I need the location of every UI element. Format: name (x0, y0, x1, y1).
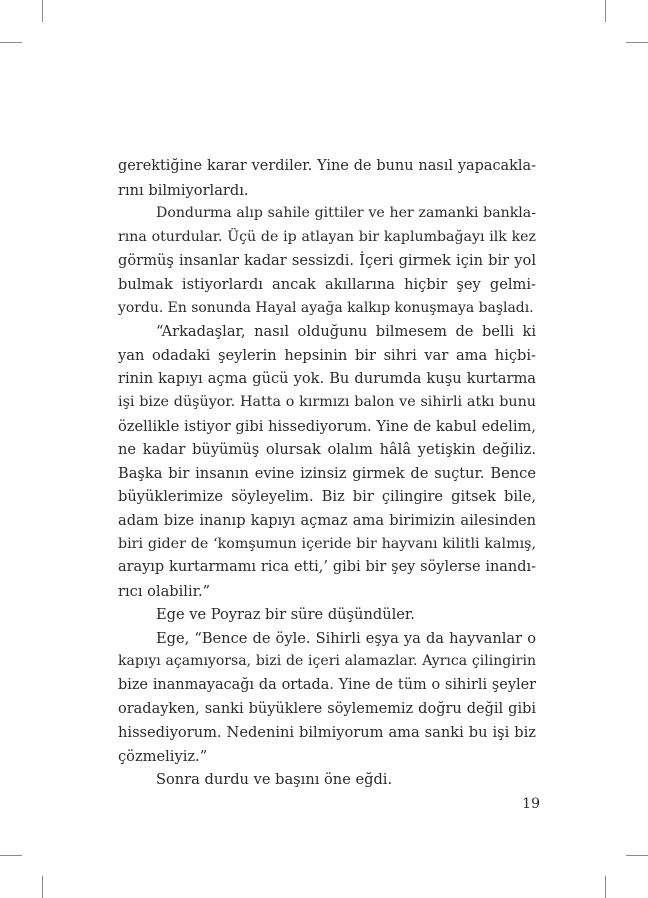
text-line: rıcı olabilir.” (118, 582, 211, 600)
text-line: Dondurma alıp sahile gittiler ve her zamanki bankla- (156, 205, 536, 222)
text-line: adam bize inanıp kapıyı açmaz ama birimizin ailesinden (118, 511, 536, 529)
text-line: işi bize düşüyor. Hatta o kırmızı balon ve sihirli atkı bunu (118, 393, 536, 410)
text-line: görmüş insanlar kadar sessizdi. İçeri girmek için bir yol (118, 252, 536, 270)
text-line: kapıyı açamıyorsa, bizi de içeri alamazlar. Ayrıca çilingirin (118, 653, 536, 670)
text-line: “Arkadaşlar, nasıl olduğunu bilmesem de belli ki (156, 323, 536, 341)
text-line: Başka bir insanın evine izinsiz girmek de suçtur. Bence (118, 464, 536, 482)
text-line: yan odadaki şeylerin hepsinin bir sihri var ama hiçbi- (118, 346, 536, 364)
text-line: çözmeliyiz.” (118, 747, 208, 765)
page-number: 19 (522, 796, 540, 812)
text-line: Ege ve Poyraz bir süre düşündüler. (156, 606, 415, 624)
text-line: rinin kapıyı açma gücü yok. Bu durumda kuşu kurtarma (118, 370, 536, 388)
text-line: arayıp kurtarmamı rica etti,’ gibi bir şey söylerse inandı- (118, 559, 536, 576)
text-line: hissediyorum. Nedenini bilmiyorum ama sanki bu işi biz (118, 724, 536, 742)
body-text (118, 155, 536, 792)
text-line: gerektiğine karar verdiler. Yine de bunu nasıl yapacakla- (118, 158, 536, 174)
crop-mark-bottom-left-vertical (42, 876, 43, 898)
text-line: bize inanmayacağı da ortada. Yine de tüm o sihirli şeyler (118, 677, 536, 694)
text-line: Ege, “Bence de öyle. Sihirli eşya ya da hayvanlar o (156, 629, 536, 647)
text-line: Sonra durdu ve başını öne eğdi. (156, 771, 393, 789)
crop-mark-bottom-right-vertical (605, 876, 606, 898)
text-line: rını bilmiyorlardı. (118, 181, 249, 199)
text-line: oradayken, sanki büyüklere söylememiz doğru değil gibi (118, 700, 536, 717)
text-line: bulmak istiyorlardı ancak akıllarına hiçbir şey gelmi- (118, 275, 536, 293)
text-line: ne kadar büyümüş olursak olalım hâlâ yetişkin değiliz. (118, 441, 536, 459)
crop-mark-bottom-right-horizontal (626, 855, 648, 856)
text-line: büyüklerimize söyleyelim. Biz bir çilingire gitsek bile, (118, 488, 536, 506)
crop-mark-top-right-horizontal (626, 42, 648, 43)
crop-mark-top-right-vertical (605, 0, 606, 22)
crop-mark-top-left-vertical (42, 0, 43, 22)
text-line: rına oturdular. Üçü de ip atlayan bir kaplumbağayı ilk kez (118, 228, 536, 245)
crop-mark-top-left-horizontal (0, 42, 22, 43)
text-line: özellikle istiyor gibi hissediyorum. Yine de kabul edelim, (118, 417, 536, 435)
text-line: biri gider de ‘komşumun içeride bir hayvanı kilitli kalmış, (118, 535, 536, 552)
crop-mark-bottom-left-horizontal (0, 855, 22, 856)
text-line: yordu. En sonunda Hayal ayağa kalkıp konuşmaya başladı. (118, 299, 534, 316)
